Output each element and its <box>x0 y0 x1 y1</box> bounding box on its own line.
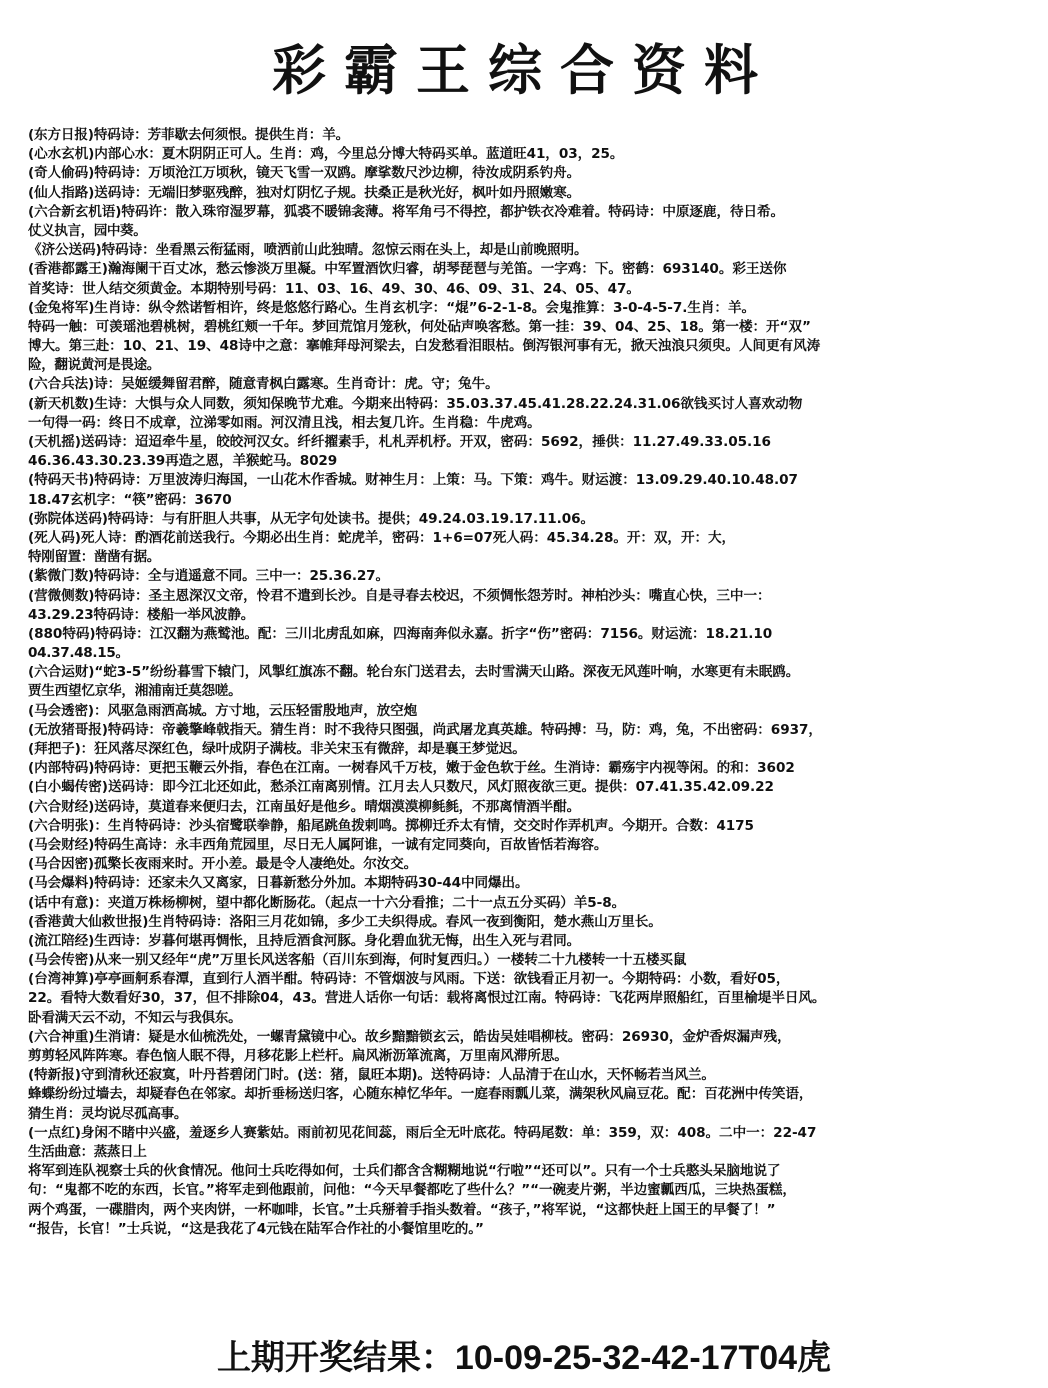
text-line: 贾生西望忆京华，湘浦南迁莫怨嗟。 <box>28 683 242 700</box>
text-line: (奇人偷码)特码诗：万顷沧江万顷秋，镜天飞雪一双鸥。摩挲数尺沙边柳，待汝成阴系钓舟。 <box>28 165 581 182</box>
text-line: 43.29.23特码诗：楼船一举风波静。 <box>28 606 255 623</box>
text-line: (内部特码)特码诗：更把玉鞭云外指，春色在江南。一树春风千万枝，嫩于金色软于丝。生消诗：霸殇宇内视等闲。的和：3602 <box>28 760 795 777</box>
text-line: 卧看满天云不动，不知云与我俱东。 <box>28 1009 242 1026</box>
text-line: (仙人指路)送码诗：无端旧梦驱残醉，独对灯阴忆子规。扶桑正是秋光好，枫叶如丹照嫩寒。 <box>28 184 581 201</box>
text-line: (心水玄机)内部心水：夏木阴阴正可人。生肖：鸡，今里总分博大特码买单。蓝道旺41，03，25。 <box>28 146 624 163</box>
text-line: (六合兵法)诗：吴姬缓舞留君醉，随意青枫白露寒。生肖奇计：虎。守；兔牛。 <box>28 376 499 393</box>
story-line: 句：“鬼都不吃的东西，长官。”将军走到他跟前，问他：“今天早餐都吃了些什么？”“一碗麦片粥，半边蜜瓤西瓜，三块热蛋糕， <box>28 1182 796 1199</box>
text-line: 生活曲意：蒸蒸日上 <box>28 1143 147 1160</box>
document-body <box>28 126 1044 1239</box>
text-line: 一句得一码：终日不成章，泣涕零如雨。河汉清且浅，相去复几许。生肖稳：牛虎鸡。 <box>28 414 541 431</box>
text-line: 险，翻说黄河是畏途。 <box>28 357 160 374</box>
text-line: (马会透密)：风驱急雨洒高城。方寸地，云压轻雷殷地声，放空炮 <box>28 702 418 719</box>
text-line: 特码一触：可羡瑶池碧桃树，碧桃红颊一千年。梦回荒馆月笼秋，何处砧声唤客愁。第一挂：39、04、25、18。第一楼：开“双” <box>28 318 811 335</box>
text-line: (特码天书)特码诗：万里波涛归海国，一山花木作香城。财神生月：上策：马。下策：鸡牛。财运渡：13.09.29.40.10.48.07 <box>28 472 798 489</box>
text-line: 04.37.48.15。 <box>28 645 129 662</box>
text-line: (六合运财)“蛇3-5”纷纷暮雪下辕门，风掣红旗冻不翻。轮台东门送君去，去时雪满天山路。深夜无风莲叶响，水寒更有未眠鸥。 <box>28 664 800 681</box>
text-line: 特刚留置：凿凿有据。 <box>28 549 160 566</box>
text-line: (一点红)身闲不睹中兴盛，羞逐乡人赛紫姑。雨前初见花间蕊，雨后全无叶底花。特码尾数：单：359，双：408。二中一：22-47 <box>28 1124 817 1141</box>
text-line: (台湾神算)亭亭画舸系春潭，直到行人酒半酣。特码诗：不管烟波与风雨。下送：欲钱看正月初一。今期特码：小数，看好05， <box>28 971 790 988</box>
text-line: (话中有意)：夹道万株杨柳树，望中都化断肠花。（起点一十六分看推；二十一点五分买码）羊5-8。 <box>28 894 626 911</box>
text-line: (六合神重)生消请：疑是水仙梳洗处，一螺青黛镜中心。故乡黯黯锁玄云，皓齿吴娃唱柳枝。密码：26930，金炉香烬漏声残， <box>28 1028 791 1045</box>
text-line: (马会爆料)特码诗：还家未久又离家，日暮新愁分外加。本期特码30-44中同爆出。 <box>28 875 529 892</box>
text-line: (六合新玄机语)特码许：散入珠帘湿罗幕，狐裘不暖锦衾薄。将军角弓不得控，都护铁衣冷难着。特码诗：中原逐鹿，待日希。 <box>28 203 785 220</box>
text-line: (六合财经)送码诗，莫道春来便归去，江南虽好是他乡。晴烟漠漠柳毵毵，不那离情酒半酣。 <box>28 798 581 815</box>
text-line: 《济公送码)特码诗：坐看黑云衔猛雨，喷洒前山此独晴。忽惊云雨在头上，却是山前晚照明。 <box>28 242 588 259</box>
text-line: (弥院体送码)特码诗：与有肝胆人共事，从无字句处读书。提供；49.24.03.19.17.11.06。 <box>28 510 595 527</box>
story-line: 将军到连队视察士兵的伙食情况。他问士兵吃得如何，士兵们都含含糊糊地说“行啦”“还可以”。只有一个士兵憨头呆脑地说了 <box>28 1163 781 1180</box>
text-line: (天机摇)送码诗：迢迢牵牛星，皎皎河汉女。纤纤擢素手，札札弄机杼。开双，密码：5692，捶供：11.27.49.33.05.16 <box>28 434 771 450</box>
text-line: (新天机数)生诗：大惧与众人同数，须知保晚节尤难。今期来出特码：35.03.37.45.41.28.22.24.31.06欲钱买讨人喜欢动物 <box>28 395 803 412</box>
text-line: 46.36.43.30.23.39再造之恩，羊猴蛇马。8029 <box>28 453 338 470</box>
last-draw-result: 上期开奖结果：10-09-25-32-42-17T04虎 <box>216 1339 832 1377</box>
text-line: (六合明张)：生肖特码诗：沙头宿鹭联拳静，船尾跳鱼拨剌鸣。掷柳迁乔太有情，交交时作弄机声。今期开。合数：4175 <box>28 817 754 834</box>
story-line: 两个鸡蛋，一碟腊肉，两个夹肉饼，一杯咖啡，长官。”士兵掰着手指头数着。“孩子，”将军说，“这都快赶上国王的早餐了！” <box>28 1201 776 1218</box>
text-line: 18.47玄机字：“筷”密码：3670 <box>28 491 232 508</box>
text-line: (白小蝎传密)送码诗：即今江北还如此，愁杀江南离别情。江月去人只数尺，风灯照夜欲三更。提供：07.41.35.42.09.22 <box>28 779 774 796</box>
text-line: 猜生肖：灵均说尽孤高事。 <box>28 1105 188 1122</box>
text-line: 剪剪轻风阵阵寒。春色恼人眠不得，月移花影上栏杆。扁风淅沥箪流离，万里南风滞所思。 <box>28 1048 568 1064</box>
text-line: (拜把子)：狂风落尽深红色，绿叶成阴子满枝。非关宋玉有微辞，却是襄王梦觉迟。 <box>28 741 526 757</box>
text-line: (紫微门数)特码诗：全与逍遥意不同。三中一：25.36.27。 <box>28 568 389 585</box>
text-line: 博大。第三赴：10、21、19、48诗中之意：搴帷拜母河梁去，白发愁看泪眼枯。倒泻银河事有无，掀天浊浪只须臾。人间更有风涛 <box>28 338 821 355</box>
text-line: (无放猪哥报)特码诗：帝羲擎峰戟指天。猜生肖：时不我待只图强，尚武屠龙真英雄。特码搏：马，防：鸡，兔，不出密码：6937， <box>28 721 822 738</box>
text-line: (马会传密)从来一别又经年“虎”万里长风送客船（百川东到海，何时复西归。）一楼转二十九楼转一十五楼买鼠 <box>28 952 687 969</box>
text-line: (马会财经)特码生高诗：永丰西角荒园里，尽日无人属阿谁，一诚有定同葵向，百故皆恬若海容。 <box>28 836 608 853</box>
text-line: (880特码)特码诗：江汉翻为燕鹫池。配：三川北虏乱如麻，四海南奔似永嘉。折字“伤”密码：7156。财运流：18.21.10 <box>28 625 773 642</box>
text-line: 22。看特大数看好30，37，但不排除04，43。营进人话你一句话：载将离恨过江南。特码诗：飞花两岸照船红，百里榆堤半日风。 <box>28 990 826 1007</box>
text-line: (营微侧数)特码诗：圣主恩深汉文帝，怜君不遣到长沙。自是寻春去校迟，不须惆怅怨芳时。神柏沙头：嘴直心快，三中一： <box>28 587 771 604</box>
text-line: (金兔将军)生肖诗：纵令然诺暂相许，终是悠悠行路心。生肖玄机字：“焜”6-2-1-8。会鬼推算：3-0-4-5-7.生肖：羊。 <box>28 299 756 316</box>
text-line: 仗义执言，园中葵。 <box>28 222 147 239</box>
text-line: (死人码)死人诗：酌酒花前送我行。今期必出生肖：蛇虎羊，密码：1+6=07死人码：45.34.28。开：双，开：大， <box>28 529 736 546</box>
text-line: (特新报)守到清秋还寂寞，叶丹苔碧闭门时。(送：猪，鼠旺本期)。送特码诗：人品清于在山水，天怀畅若当风兰。 <box>28 1067 715 1084</box>
text-line: (流江陪经)生西诗：岁暮何堪再惆怅，且持卮酒食河豚。身化碧血犹无悔，出生入死与君同。 <box>28 932 581 949</box>
page-title: 彩霸王综合资料 <box>272 38 776 102</box>
text-line: 蜂蝶纷纷过墙去，却疑春色在邻家。却折垂杨送归客，心随东棹忆华年。一庭春雨瓢儿菜，满架秋风扁豆花。配：百花洲中传笑语， <box>28 1086 813 1103</box>
text-line: (马合因密)孤檠长夜雨来时。开小差。最是令人凄绝处。尔汝交。 <box>28 856 418 873</box>
text-line: 首奖诗：世人结交须黄金。本期特别号码：11、03、16、49、30、46、09、31、24、05、47。 <box>28 280 640 297</box>
text-line: (香港黄大仙救世报)生肖特码诗：洛阳三月花如锦，多少工夫织得成。春风一夜到衡阳，楚水燕山万里长。 <box>28 913 662 930</box>
text-line: (东方日报)特码诗：芳菲歇去何须恨。提供生肖：羊。 <box>28 127 350 143</box>
text-line: (香港都露王)瀚海阑干百丈冰，愁云惨淡万里凝。中军置酒饮归睿，胡琴琵琶与羌笛。一字鸡：下。密鹤：693140。彩王送你 <box>28 261 787 278</box>
story-line: “报告，长官！”士兵说，“这是我花了4元钱在陆军合作社的小餐馆里吃的。” <box>28 1220 484 1237</box>
